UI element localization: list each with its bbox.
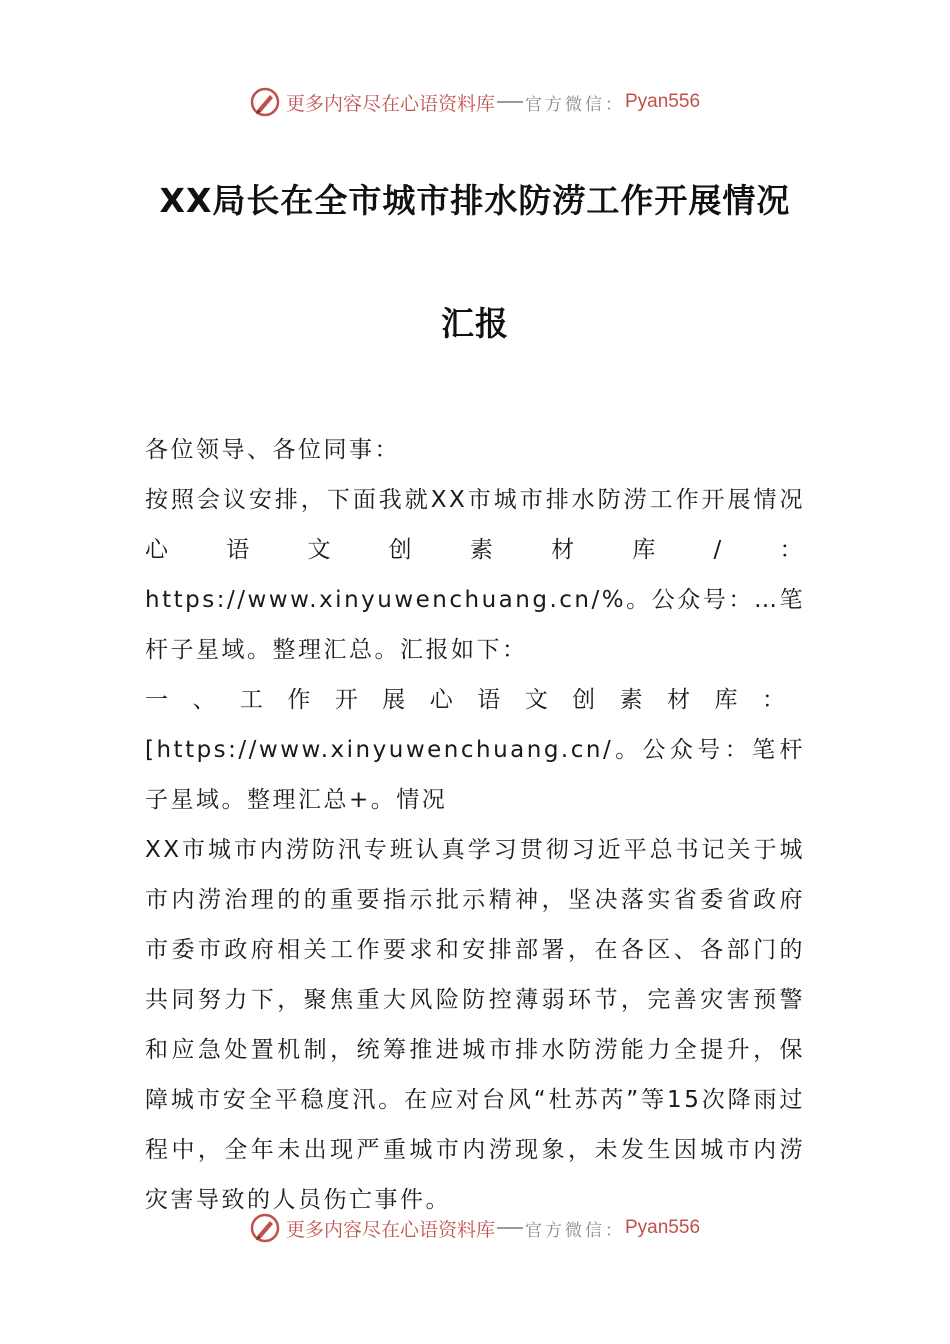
greeting: 各位领导、各位同事： — [145, 437, 400, 463]
watermark-wechat-id: Pyan556 — [625, 1217, 701, 1238]
watermark-text: 更多内容尽在心语资料库 — [285, 1218, 495, 1241]
pen-logo-icon — [250, 87, 280, 117]
watermark-wechat-id: Pyan556 — [625, 91, 701, 112]
document-body — [145, 425, 805, 1225]
watermark-label: 官方微信： — [525, 94, 625, 115]
document-title-line1: XX局长在全市城市排水防涝工作开展情况 — [159, 181, 791, 220]
watermark-label: 官方微信： — [525, 1220, 625, 1241]
section-heading-link: [https://www.xinyuwenchuang.cn/。公众号：笔杆子星域。整理汇总+。情况 — [145, 737, 805, 813]
watermark-banner-bottom — [0, 1208, 950, 1248]
pen-logo-icon — [250, 1213, 280, 1243]
section-heading-label: 一、工作开展心语文创素材库： — [145, 687, 805, 713]
document-title-line2: 汇报 — [441, 304, 509, 343]
section-heading — [145, 675, 805, 825]
body-paragraph: XX市城市内涝防汛专班认真学习贯彻习近平总书记关于城市内涝治理的的重要指示批示精神，坚决落实省委省政府市委市政府相关工作要求和安排部署，在各区、各部门的共同努力下，聚焦重大风险防控薄弱环节，完善灾害预警和应急处置机制，统筹推进城市排水防涝能力全提升，保障城市安全平稳度汛。在应对台风“杜苏芮”等15次降雨过程中，全年未出现严重城市内涝现象，未发生因城市内涝灾害导致的人员伤亡事件。 — [145, 837, 805, 1213]
watermark-text: 更多内容尽在心语资料库 — [285, 92, 495, 115]
watermark-dash — [497, 101, 523, 103]
intro-paragraph: 按照会议安排，下面我就XX市城市排水防涝工作开展情况心语文创素材库/：https://www.xinyuwenchuang.cn/%。公众号：…笔杆子星域。整理汇总。汇报如下： — [145, 487, 805, 663]
watermark-banner-top — [0, 82, 950, 122]
watermark-dash — [497, 1227, 523, 1229]
